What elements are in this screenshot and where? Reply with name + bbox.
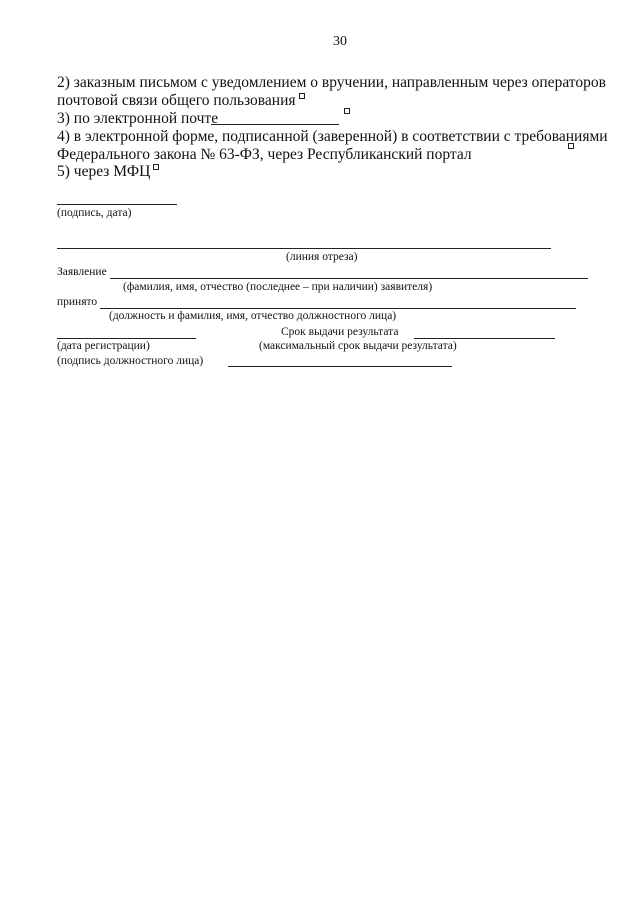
option-portal-cont: Федерального закона № 63-ФЗ, через Республиканский портал: [57, 146, 472, 163]
option-registered-mail: 2) заказным письмом с уведомлением о вручении, направленным через операторов: [57, 74, 606, 91]
official-line: [100, 308, 576, 309]
accepted-label: принято: [57, 296, 98, 308]
option-mfc-text: 5) через МФЦ: [57, 163, 151, 180]
registration-date-caption: (дата регистрации): [57, 340, 150, 352]
option-registered-mail-cont: [57, 92, 305, 110]
option-portal: 4) в электронной форме, подписанной (заверенной) в соответствии с требованиями: [57, 128, 608, 145]
official-caption: (должность и фамилия, имя, отчество должностного лица): [109, 310, 397, 322]
signature-caption: (подпись, дата): [57, 207, 132, 219]
option-mfc: [57, 163, 159, 181]
signature-line: [57, 204, 177, 205]
applicant-caption: (фамилия, имя, отчество (последнее – при наличии) заявителя): [123, 281, 433, 293]
applicant-line: [110, 278, 588, 279]
checkbox-icon[interactable]: [153, 164, 159, 170]
email-underline: [211, 124, 339, 125]
official-signature-label: (подпись должностного лица): [57, 355, 204, 367]
page-number: 30: [333, 34, 347, 49]
cut-line-caption: (линия отреза): [286, 251, 358, 263]
result-term-line: [414, 338, 555, 339]
checkbox-icon[interactable]: [299, 93, 305, 99]
checkbox-icon[interactable]: [344, 108, 350, 114]
statement-label: Заявление: [57, 266, 107, 278]
cut-line: [57, 248, 551, 249]
official-signature-line: [228, 366, 452, 367]
checkbox-icon[interactable]: [568, 143, 574, 149]
max-term-caption: (максимальный срок выдачи результата): [259, 340, 457, 352]
option-email: 3) по электронной почте: [57, 110, 219, 127]
option-registered-mail-cont-text: почтовой связи общего пользования: [57, 92, 296, 109]
registration-date-line: [57, 338, 196, 339]
result-term-label: Срок выдачи результата: [281, 326, 399, 338]
